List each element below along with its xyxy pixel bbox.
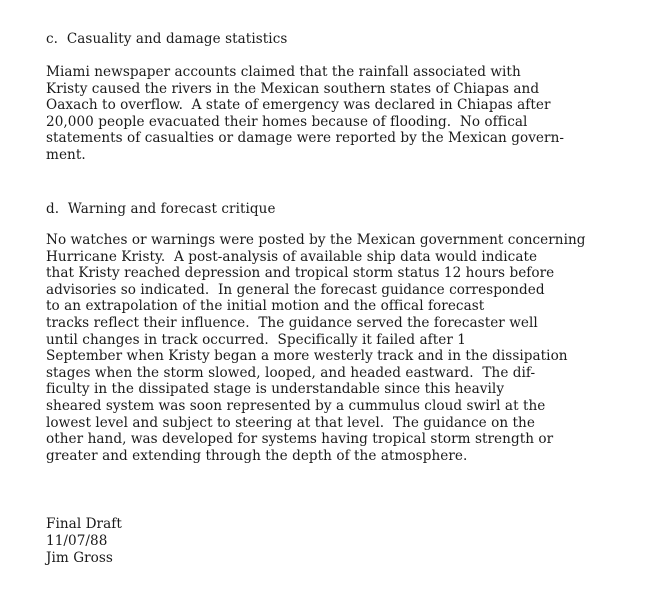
paragraph-line: that Kristy reached depression and tropical storm status 12 hours before: [46, 265, 555, 282]
paragraph-line: No watches or warnings were posted by the Mexican government concerning: [46, 232, 586, 248]
paragraph-line: tracks reflect their influence. The guidance served the forecaster well: [46, 314, 538, 331]
section-c-heading: c. Casuality and damage statistics: [46, 31, 288, 47]
paragraph-line: Kristy caused the rivers in the Mexican southern states of Chiapas and: [46, 80, 540, 97]
paragraph-line: Hurricane Kristy. A post-analysis of available ship data would indicate: [46, 248, 538, 265]
paragraph-line: sheared system was soon represented by a cummulus cloud swirl at the: [46, 397, 546, 414]
paragraph-line: until changes in track occurred. Specifically it failed after 1: [46, 331, 466, 348]
draft-date: 11/07/88: [46, 533, 108, 549]
paragraph-line: Miami newspaper accounts claimed that the rainfall associated with: [46, 64, 521, 80]
paragraph-line: advisories so indicated. In general the forecast guidance corresponded: [46, 281, 545, 298]
paragraph-line: stages when the storm slowed, looped, and headed eastward. The dif-: [46, 364, 536, 381]
paragraph-line: greater and extending through the depth of the atmosphere.: [46, 447, 468, 464]
paragraph-line: to an extrapolation of the initial motion and the offical forecast: [46, 298, 485, 315]
draft-status: Final Draft: [46, 516, 122, 532]
paragraph-line: statements of casualties or damage were reported by the Mexican govern-: [46, 130, 565, 147]
paragraph-line: ment.: [46, 146, 86, 163]
paragraph-line: 20,000 people evacuated their homes because of flooding. No offical: [46, 113, 528, 130]
section-d-heading: d. Warning and forecast critique: [46, 201, 276, 217]
section-c-paragraph: [46, 64, 564, 164]
signature-block: [46, 516, 122, 567]
paragraph-line: ficulty in the dissipated stage is understandable since this heavily: [46, 381, 505, 398]
paragraph-line: other hand, was developed for systems having tropical storm strength or: [46, 431, 554, 448]
paragraph-line: Oaxach to overflow. A state of emergency was declared in Chiapas after: [46, 97, 551, 114]
paragraph-line: lowest level and subject to steering at that level. The guidance on the: [46, 414, 535, 431]
author-name: Jim Gross: [46, 550, 113, 566]
paragraph-line: September when Kristy began a more westerly track and in the dissipation: [46, 348, 568, 365]
section-d-paragraph: [46, 232, 586, 464]
